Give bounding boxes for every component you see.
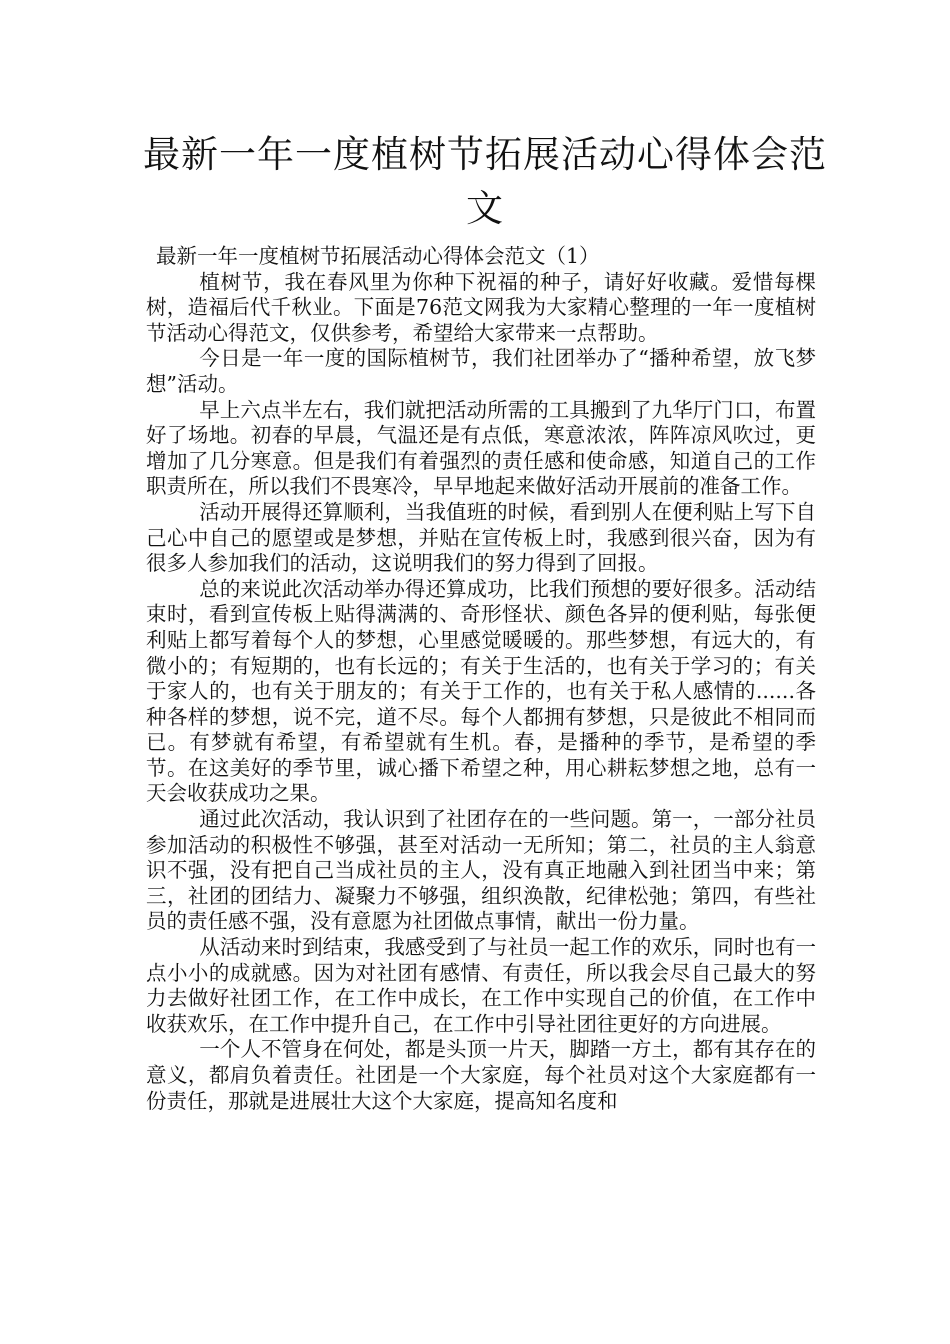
paragraph-8: 一个人不管身在何处，都是头顶一片天，脚踏一方土，都有其存在的意义，都肩负着责任。社团是一个大家庭，每个社员对这个大家庭都有一份责任，那就是进展壮大这个大家庭，提高知名度和 <box>146 1037 816 1113</box>
paragraph-2: 今日是一年一度的国际植树节，我们社团举办了“播种希望，放飞梦想”活动。 <box>146 346 816 396</box>
paragraph-4: 活动开展得还算顺利，当我值班的时候，看到别人在便利贴上写下自己心中自己的愿望或是梦想，并贴在宣传板上时，我感到很兴奋，因为有很多人参加我们的活动，这说明我们的努力得到了回报。 <box>146 499 816 576</box>
paragraph-6: 通过此次活动，我认识到了社团存在的一些问题。第一，一部分社员参加活动的积极性不够强，甚至对活动一无所知；第二，社员的主人翁意识不强，没有把自己当成社员的主人，没有真正地融入到社团当中来；第三，社团的团结力、凝聚力不够强，组织涣散，纪律松弛；第四，有些社员的责任感不强，没有意愿为社团做点事情，献出一份力量。 <box>146 807 816 934</box>
paragraph-1: 植树节，我在春风里为你种下祝福的种子，请好好收藏。爱惜每棵树，造福后代千秋业。下面是76范文网我为大家精心整理的一年一度植树节活动心得范文，仅供参考，希望给大家带来一点帮助。 <box>146 269 816 345</box>
paragraph-7: 从活动来时到结束，我感受到了与社员一起工作的欢乐，同时也有一点小小的成就感。因为对社团有感情、有责任，所以我会尽自己最大的努力去做好社团工作，在工作中成长，在工作中实现自己的价值，在工作中收获欢乐，在工作中提升自己，在工作中引导社团往更好的方向进展。 <box>146 935 816 1036</box>
paragraph-3: 早上六点半左右，我们就把活动所需的工具搬到了九华厅门口，布置好了场地。初春的早晨，气温还是有点低，寒意浓浓，阵阵凉风吹过，更增加了几分寒意。但是我们有着强烈的责任感和使命感，知道自己的工作职责所在，所以我们不畏寒冷，早早地起来做好活动开展前的准备工作。 <box>146 397 816 499</box>
section-heading: 最新一年一度植树节拓展活动心得体会范文（1） <box>156 244 600 268</box>
document-title: 最新一年一度植树节拓展活动心得体会范文 <box>143 133 827 230</box>
document-body <box>146 244 816 1114</box>
paragraph-5: 总的来说此次活动举办得还算成功，比我们预想的要好很多。活动结束时，看到宣传板上贴得满满的、奇形怪状、颜色各异的便利贴，每张便利贴上都写着每个人的梦想，心里感觉暖暖的。那些梦想，有远大的，有微小的；有短期的，也有长远的；有关于生活的，也有关于学习的；有关于家人的，也有关于朋友的；有关于工作的，也有关于私人感情的......各种各样的梦想，说不完，道不尽。每个人都拥有梦想，只是彼此不相同而已。有梦就有希望，有希望就有生机。春，是播种的季节，是希望的季节。在这美好的季节里，诚心播下希望之种，用心耕耘梦想之地，总有一天会收获成功之果。 <box>146 576 816 806</box>
